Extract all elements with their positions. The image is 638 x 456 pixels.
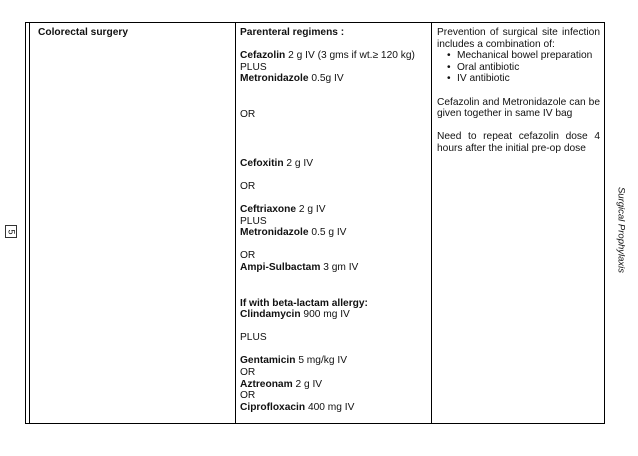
or-separator-4: OR	[240, 367, 256, 379]
allergy-heading: If with beta-lactam allergy:	[240, 297, 368, 309]
column-divider-2	[431, 22, 432, 424]
dose-metronidazole: 0.5g IV	[308, 73, 344, 85]
regimen-3-line-2	[240, 227, 425, 239]
dose-metronidazole-2: 0.5 g IV	[308, 227, 347, 239]
allergy-line-2	[240, 355, 425, 367]
or-separator-1: OR	[240, 108, 256, 120]
dose-gentamicin: 5 mg/kg IV	[295, 355, 348, 367]
dose-ceftriaxone: 2 g IV	[296, 203, 326, 215]
page-number-box	[5, 225, 17, 238]
regimen-2-line	[240, 158, 425, 170]
dose-ampi-sulbactam: 3 gm IV	[320, 261, 359, 273]
or-separator-3: OR	[240, 250, 256, 262]
regimen-1-line-1	[240, 50, 425, 62]
list-item: • IV antibiotic	[457, 73, 600, 85]
regimen-3-line-1	[240, 204, 425, 216]
drug-cefoxitin: Cefoxitin	[240, 157, 284, 169]
measures-list	[437, 50, 600, 85]
drug-clindamycin: Clindamycin	[240, 309, 301, 321]
drug-metronidazole: Metronidazole	[240, 73, 309, 85]
drug-ceftriaxone: Ceftriaxone	[240, 203, 297, 215]
procedure-name: Colorectal surgery	[38, 27, 129, 38]
regimens-heading: Parenteral regimens :	[240, 27, 345, 38]
comments-cell	[437, 27, 600, 155]
allergy-line-1	[240, 309, 425, 321]
regimen-4-line	[240, 262, 425, 274]
dose-cefoxitin: 2 g IV	[283, 157, 314, 169]
dose-cefazolin: 2 g IV (3 gms if wt.≥ 120 kg)	[285, 50, 415, 62]
comments-note-1: Cefazolin and Metronidazole can be given together in same IV bag	[437, 96, 600, 120]
allergy-plus: PLUS	[240, 332, 267, 344]
table-inner-border	[29, 22, 30, 424]
or-separator-2: OR	[240, 180, 256, 192]
or-separator-5: OR	[240, 390, 256, 402]
drug-aztreonam: Aztreonam	[240, 378, 293, 390]
section-side-label: Surgical Prophylaxis	[615, 186, 627, 274]
drug-ampi-sulbactam: Ampi-Sulbactam	[240, 261, 321, 273]
drug-ciprofloxacin: Ciprofloxacin	[240, 401, 306, 413]
procedure-cell	[38, 27, 223, 39]
drug-gentamicin: Gentamicin	[240, 355, 296, 367]
allergy-line-3	[240, 379, 425, 391]
regimens-cell	[240, 27, 425, 413]
drug-cefazolin: Cefazolin	[240, 50, 286, 62]
comments-intro: Prevention of surgical site infection includes a combination of:	[437, 27, 600, 50]
dose-clindamycin: 900 mg IV	[300, 309, 350, 321]
dose-aztreonam: 2 g IV	[292, 378, 323, 390]
comments-note-2: Need to repeat cefazolin dose 4 hours after the initial pre-op dose	[437, 131, 600, 154]
list-item: • Mechanical bowel preparation	[457, 50, 600, 62]
drug-metronidazole-2: Metronidazole	[240, 227, 309, 239]
dose-ciprofloxacin: 400 mg IV	[305, 401, 355, 413]
list-item: • Oral antibiotic	[457, 62, 600, 74]
regimen-1-line-2	[240, 73, 425, 85]
allergy-line-4	[240, 402, 425, 414]
page-number: 5	[6, 228, 17, 235]
regimen-1-plus: PLUS	[240, 61, 267, 73]
column-divider-1	[235, 22, 236, 424]
regimen-3-plus: PLUS	[240, 215, 267, 227]
